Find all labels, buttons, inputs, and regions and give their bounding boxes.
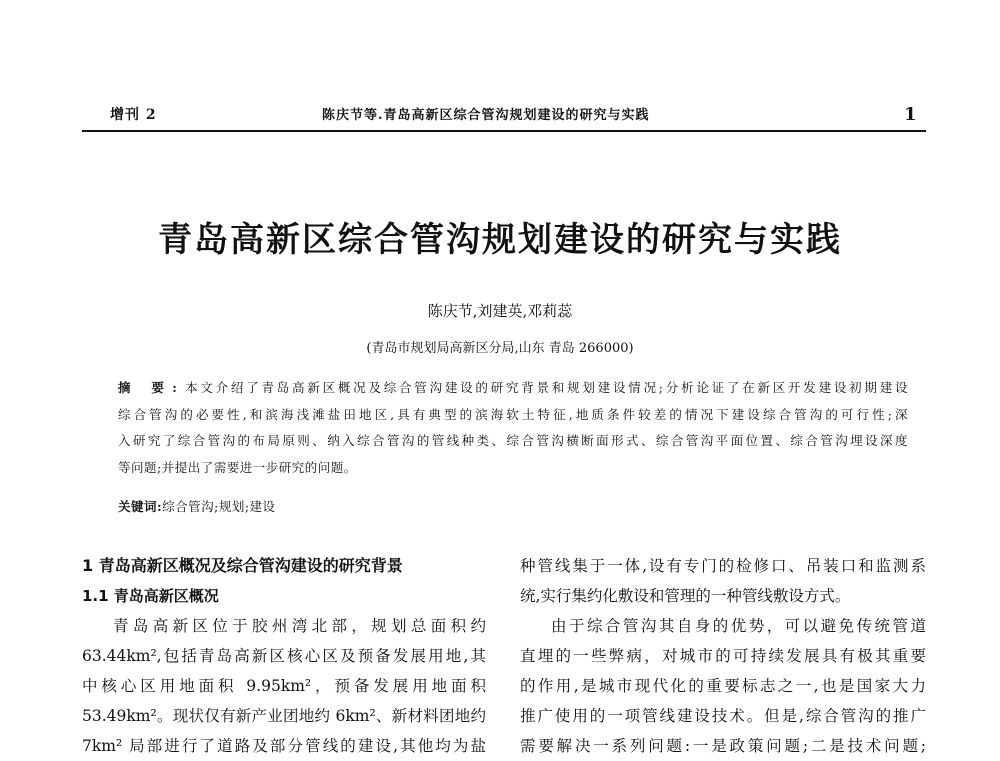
page-number: 1: [904, 104, 917, 125]
body-line: 中核心区用地面积 9.95km²，预备发展用地面积: [82, 677, 486, 695]
body-line: 7km² 局部进行了道路及部分管线的建设,其他均为盐: [82, 737, 486, 755]
abstract-text: 本文介绍了青岛高新区概况及综合管沟建设的研究背景和规划建设情况;分析论证了在新区开发建设初期建设: [182, 380, 908, 395]
article-authors: 陈庆节,刘建英,邓莉蕊: [427, 302, 573, 320]
body-line: 统,实行集约化敷设和管理的一种管线敷设方式。: [520, 587, 851, 605]
left-column: [82, 551, 486, 761]
keywords-label: 关键词:: [118, 499, 163, 514]
keywords-text: 综合管沟;规划;建设: [162, 499, 276, 514]
abstract: [118, 375, 908, 481]
section-heading: 1 青岛高新区概况及综合管沟建设的研究背景: [82, 556, 403, 575]
subsection-heading: 1.1 青岛高新区概况: [82, 587, 219, 605]
body-line: 推广使用的一项管线建设技术。但是,综合管沟的推广: [520, 707, 926, 725]
body-line: 63.44km²,包括青岛高新区核心区及预备发展用地,其: [82, 647, 486, 665]
article-affiliation: (青岛市规划局高新区分局,山东 青岛 266000): [366, 341, 634, 356]
body-line: 青岛高新区位于胶州湾北部，规划总面积约: [113, 617, 486, 635]
journal-issue: 增刊 2: [110, 107, 157, 123]
body-line: 需要解决一系列问题:一是政策问题;二是技术问题;: [520, 737, 926, 755]
abstract-line: [118, 375, 908, 402]
right-column: [520, 551, 926, 761]
keywords: [118, 497, 276, 515]
abstract-line: 入研究了综合管沟的布局原则、纳入综合管沟的管线种类、综合管沟横断面形式、综合管沟平面位置、综合管沟埋设深度: [118, 433, 908, 448]
body-line: 种管线集于一体,设有专门的检修口、吊装口和监测系: [520, 557, 926, 575]
abstract-line: 等问题;并提出了需要进一步研究的问题。: [118, 459, 357, 475]
body-line: 由于综合管沟其自身的优势，可以避免传统管道: [551, 617, 926, 635]
body-line: 直埋的一些弊病，对城市的可持续发展具有极其重要: [520, 647, 926, 665]
abstract-line: 综合管沟的必要性,和滨海浅滩盐田地区,具有典型的滨海软土特征,地质条件较差的情况下建设综合管沟的可行性;深: [118, 406, 908, 422]
body-line: 53.49km²。现状仅有新产业团地约 6km²、新材料团地约: [82, 707, 486, 725]
article-title: 青岛高新区综合管沟规划建设的研究与实践: [158, 220, 842, 260]
header-rule: [82, 130, 926, 132]
body-line: 的作用,是城市现代化的重要标志之一,也是国家大力: [520, 677, 926, 695]
running-title: 陈庆节等.青岛高新区综合管沟规划建设的研究与实践: [322, 108, 650, 123]
abstract-label: 摘 要:: [118, 380, 183, 395]
